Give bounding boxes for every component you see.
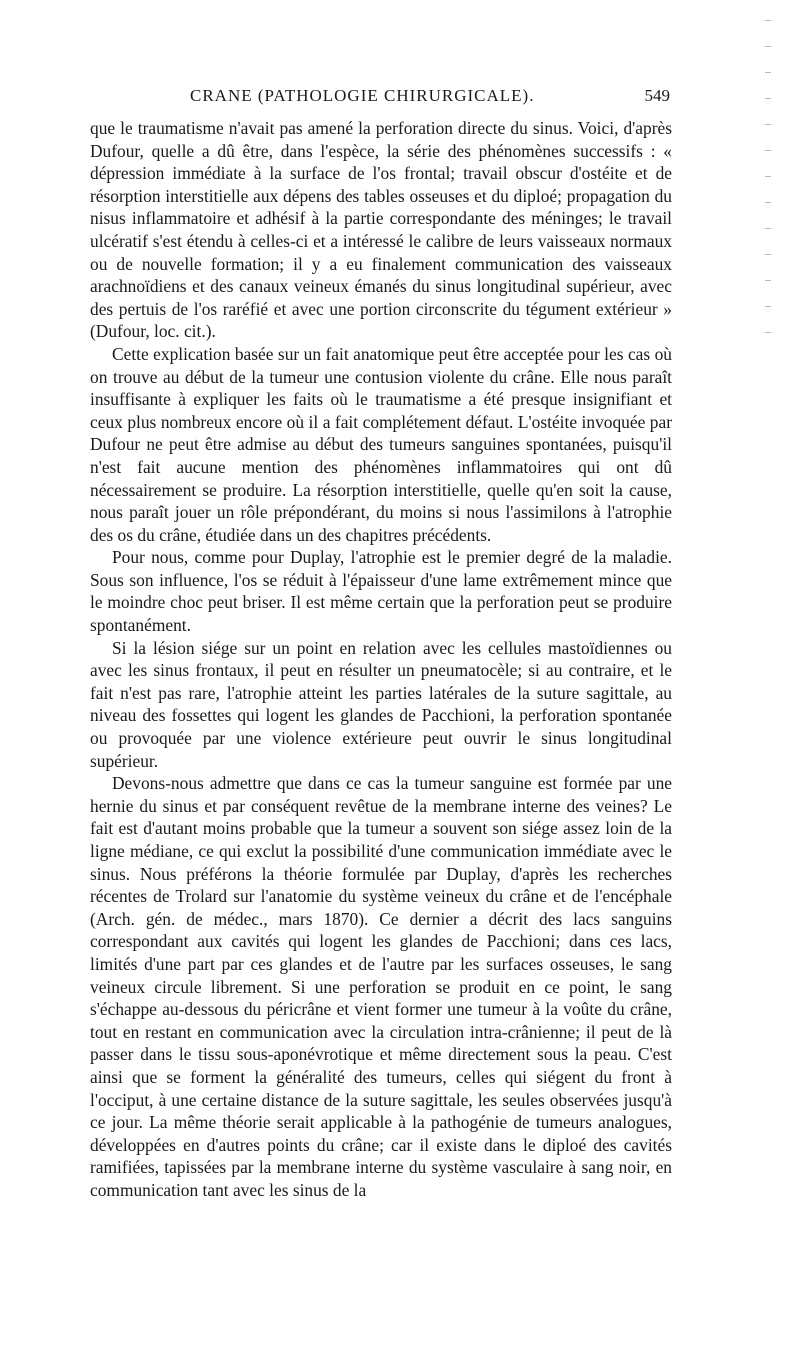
scan-mark [765, 150, 771, 151]
running-header [190, 86, 670, 110]
paragraph: que le traumatisme n'avait pas amené la perforation directe du sinus. Voici, d'après Dufour, quelle a dû être, dans l'espèce, la série des phénomènes successifs : « dépression immédiate à la surface de l'os frontal; travail obscur d'ostéite et de résorption interstitielle aux dépens des tables osseuses et du diploé; propagation du nisus inflammatoire et adhésif à la partie correspondante des méninges; le travail ulcératif s'est étendu à celles-ci et a intéressé le calibre de leurs vaisseaux normaux ou de nouvelle formation; il y a eu finalement communication des vaisseaux arachnoïdiens et des canaux veineux émanés du sinus longitudinal supérieur, avec des pertuis de l'os raréfié et avec une portion circonscrite du tégument extérieur » (Dufour, loc. cit.). [90, 118, 672, 342]
running-title: CRANE (PATHOLOGIE CHIRURGICALE). [190, 86, 535, 105]
scan-mark [765, 202, 771, 203]
scan-mark [765, 72, 771, 73]
scan-mark [765, 98, 771, 99]
scan-mark [765, 124, 771, 125]
scan-mark [765, 20, 771, 21]
scan-mark [765, 280, 771, 281]
scan-mark [765, 254, 771, 255]
scan-mark [765, 332, 771, 333]
margin-scan-marks [762, 20, 776, 360]
paragraph: Pour nous, comme pour Duplay, l'atrophie est le premier degré de la maladie. Sous son influence, l'os se réduit à l'épaisseur d'une lame extrêmement mince que le moindre choc peut briser. Il est même certain que la perforation peut se produire spontanément. [90, 547, 672, 636]
paragraph: Si la lésion siége sur un point en relation avec les cellules mastoïdiennes ou avec les sinus frontaux, il peut en résulter un pneumatocèle; si au contraire, et le fait n'est pas rare, l'atrophie atteint les parties latérales de la suture sagittale, au niveau des fossettes qui logent les glandes de Pacchioni, la perforation spontanée ou provoquée par une violence extérieure peut ouvrir le sinus longitudinal supérieur. [90, 637, 672, 771]
page-number: 549 [644, 86, 670, 105]
body-text [90, 117, 672, 1202]
scan-mark [765, 228, 771, 229]
scan-mark [765, 46, 771, 47]
scan-mark [765, 306, 771, 307]
scan-mark [765, 176, 771, 177]
paragraph: Cette explication basée sur un fait anatomique peut être acceptée pour les cas où on trouve au début de la tumeur une contusion violente du crâne. Elle nous paraît insuffisante à expliquer les faits où le traumatisme a été presque insignifiant et ceux plus nombreux encore où il a fait complétement défaut. L'ostéite invoquée par Dufour ne peut être admise au début des tumeurs sanguines spontanées, puisqu'il n'est fait aucune mention des phénomènes inflammatoires qui ont dû nécessairement se produire. La résorption interstitielle, quelle qu'en soit la cause, nous paraît jouer un rôle prépondérant, du moins si nous l'assimilons à l'atrophie des os du crâne, étudiée dans un des chapitres précédents. [90, 343, 672, 545]
paragraph: Devons-nous admettre que dans ce cas la tumeur sanguine est formée par une hernie du sinus et par conséquent revêtue de la membrane interne des veines? Le fait est d'autant moins probable que la tumeur a souvent son siége assez loin de la ligne médiane, ce qui exclut la possibilité d'une communication immédiate avec le sinus. Nous préférons la théorie formulée par Duplay, d'après les recherches récentes de Trolard sur l'anatomie du système veineux du crâne et de l'encéphale (Arch. gén. de médec., mars 1870). Ce dernier a décrit des lacs sanguins correspondant aux cavités qui logent les glandes de Pacchioni; dans ces lacs, limités d'une part par ces glandes et de l'autre par les surfaces osseuses, le sang veineux circule librement. Si une perforation se produit en ce point, le sang s'échappe au-dessous du péricrâne et vient former une tumeur à la voûte du crâne, tout en restant en communication avec la circulation intra-crânienne; il peut de là passer dans le tissu sous-aponévrotique et même directement sous la peau. C'est ainsi que se forment la généralité des tumeurs, celles qui siégent du front à l'occiput, à une certaine distance de la suture sagittale, les seules observées jusqu'à ce jour. La même théorie serait applicable à la pathogénie de tumeurs analogues, développées en d'autres points du crâne; car il existe dans le diploé des cavités ramifiées, tapissées par la membrane interne du système vasculaire à sang noir, en communication tant avec les sinus de la [90, 773, 672, 1200]
